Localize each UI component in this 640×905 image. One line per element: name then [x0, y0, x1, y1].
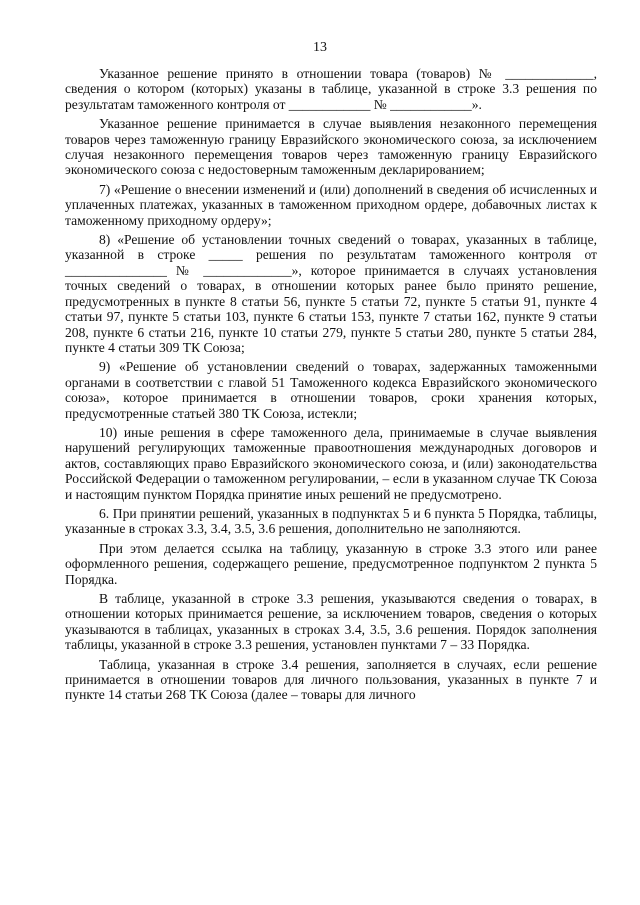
paragraph: 6. При принятии решений, указанных в подпунктах 5 и 6 пункта 5 Порядка, таблицы, указанные в строках 3.3, 3.4, 3.5, 3.6 решения, дополнительно не заполняются.: [65, 505, 597, 537]
paragraph: Таблица, указанная в строке 3.4 решения, заполняется в случаях, если решение принимается в отношении товаров для личного пользования, указанных в пункте 7 и пункте 14 статьи 268 ТК Союза (далее – товары для личного: [65, 656, 597, 703]
paragraph: Указанное решение принимается в случае выявления незаконного перемещения товаров через таможенную границу Евразийского экономического союза, за исключением случая незаконного перемещения товаров через таможенную границу Евразийского экономического союза с недостоверным таможенным декларированием;: [65, 116, 597, 178]
document-body: [65, 66, 597, 703]
paragraph: При этом делается ссылка на таблицу, указанную в строке 3.3 этого или ранее оформленного решения, содержащего решение, предусмотренное подпунктом 2 пункта 5 Порядка.: [65, 540, 597, 587]
paragraph: 10) иные решения в сфере таможенного дела, принимаемые в случае выявления нарушений регулирующих таможенные правоотношения международных договоров и актов, составляющих право Евразийского экономического союза, и (или) законодательства Российской Федерации о таможенном регулировании, – если в указанном случае ТК Союза и настоящим пунктом Порядка принятие иных решений не предусмотрено.: [65, 424, 597, 502]
paragraph: Указанное решение принято в отношении товара (товаров) № _____________, сведения о котором (которых) указаны в таблице, указанной в строке 3.3 решения по результатам таможенного контроля от ____________ № ____________».: [65, 66, 597, 112]
page-number: 13: [313, 40, 327, 55]
paragraph: В таблице, указанной в строке 3.3 решения, указываются сведения о товарах, в отношении которых принимается решение, за исключением товаров, сведения о которых указываются в таблицах, указанных в строках 3.4, 3.5, 3.6 решения. Порядок заполнения таблицы, указанной в строке 3.3 решения, установлен пунктами 7 – 33 Порядка.: [65, 591, 597, 653]
paragraph: 7) «Решение о внесении изменений и (или) дополнений в сведения об исчисленных и уплаченных платежах, указанных в таможенном приходном ордере, добавочных листах к таможенному приходному ордеру»;: [65, 181, 597, 228]
paragraph: 9) «Решение об установлении сведений о товарах, задержанных таможенными органами в соответствии с главой 51 Таможенного кодекса Евразийского экономического союза», которое принимается в отношении товаров, сроки хранения которых, предусмотренные статьей 380 ТК Союза, истекли;: [65, 359, 597, 421]
paragraph: 8) «Решение об установлении точных сведений о товарах, указанных в таблице, указанной в строке _____ решения по результатам таможенного контроля от _______________ № _____________», которое принимается в случаях установления точных сведений о товарах, в отношении которых ранее было принято решение, предусмотренных в пункте 8 статьи 56, пункте 5 статьи 72, пункте 5 статьи 91, пункте 4 статьи 97, пункте 5 статьи 103, пункте 6 статьи 153, пункте 7 статьи 162, пункте 9 статьи 208, пункте 6 статьи 216, пункте 10 статьи 279, пункте 5 статьи 280, пункте 5 статьи 284, пункте 4 статьи 309 ТК Союза;: [65, 232, 597, 355]
